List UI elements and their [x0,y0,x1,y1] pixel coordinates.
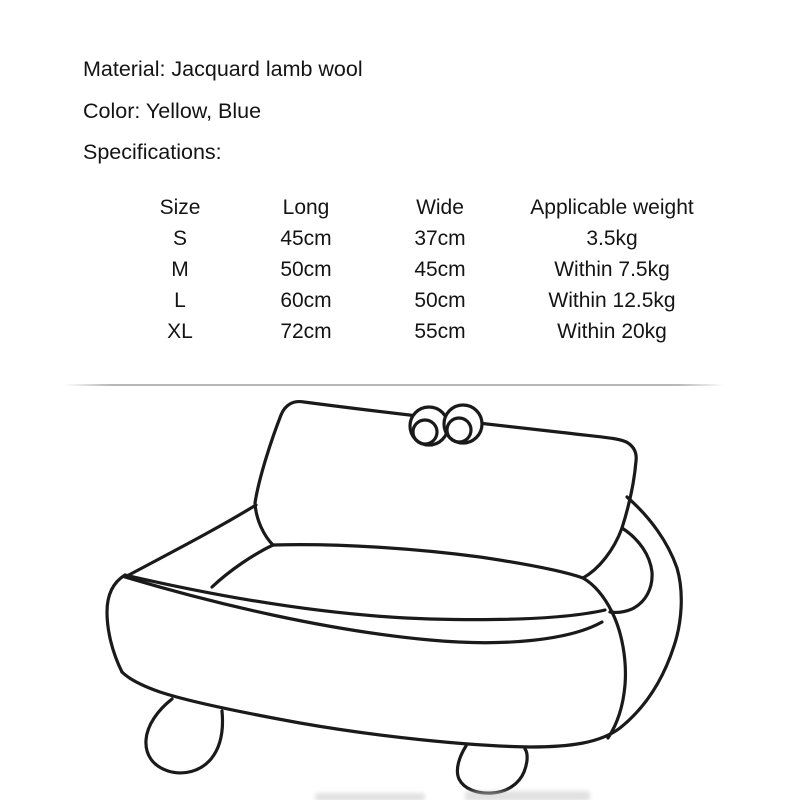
specifications-heading: Specifications: [83,140,222,164]
table-cell: 45cm [414,257,466,281]
table-cell: L [174,288,186,312]
color-line: Color: Yellow, Blue [83,99,262,123]
material-line: Material: Jacquard lamb wool [83,57,363,81]
table-cell: 50cm [280,257,332,281]
table-cell: XL [167,319,193,343]
table-cell: 45cm [280,226,332,250]
watermark-remnant [300,791,600,800]
table-cell: Within 12.5kg [548,288,676,312]
table-cell: 60cm [280,288,332,312]
table-cell: 3.5kg [586,226,638,250]
sofa-left-outer-edge [107,575,125,672]
column-header-weight: Applicable weight [530,195,694,219]
column-header-wide: Wide [416,195,464,219]
watermark-smudge [465,791,590,800]
table-cell: 55cm [414,319,466,343]
sofa-front-right-edge [583,578,625,738]
table-cell: S [172,226,187,250]
sofa-seat-left-corner [212,545,273,587]
table-cell: M [171,257,189,281]
sofa-seat-back-line [273,545,583,578]
column-header-size: Size [159,195,201,219]
table-cell: Within 20kg [557,319,667,343]
watermark-smudge [315,793,425,800]
table-cell: Within 7.5kg [554,257,670,281]
table-cell: 50cm [414,288,466,312]
sofa-left-leg [146,699,223,773]
sofa-right-leg [457,746,527,793]
sofa-rim-lower-edge [125,577,602,643]
table-cell: 72cm [280,319,332,343]
table-cell: 37cm [414,226,466,250]
column-header-long: Long [282,195,330,219]
